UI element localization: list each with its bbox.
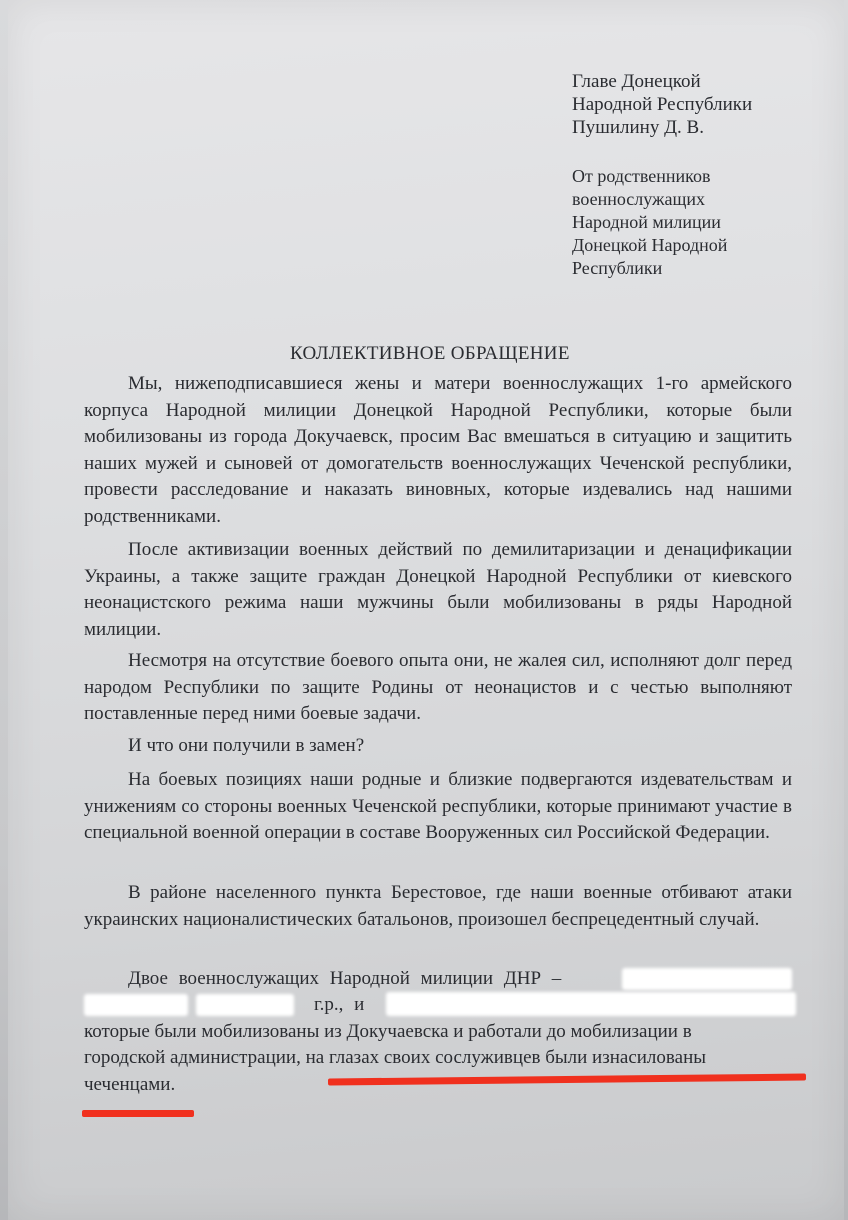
redaction-mark — [196, 994, 294, 1016]
red-underline — [82, 1110, 194, 1117]
sender-line: Республики — [572, 258, 663, 278]
paragraph-mobilization: После активизации военных действий по демилитаризации и денацификации Украины, а также защите граждан Донецкой Народной Республики от киевского неонацистского режима наши мужчины были мобилизованы в ряды Народной милиции. — [84, 539, 792, 640]
paragraph-question: И что они получили в замен? — [128, 735, 365, 756]
addressee-block — [572, 70, 752, 139]
paragraph-service: Несмотря на отсутствие боевого опыта они, не жалея сил, исполняют долг перед народом Республики по защите Родины от неонацистов и с честью выполняют поставленные перед ними боевые задачи. — [84, 650, 792, 724]
paragraph-incident: В районе населенного пункта Берестовое, где наши военные отбивают атаки украинских националистических батальонов, произошел беспрецедентный случай. — [84, 882, 792, 930]
sender-line: военнослужащих — [572, 189, 705, 209]
victims-line-2: г.р., и — [314, 994, 365, 1015]
sender-block — [572, 165, 727, 280]
victims-line-4: городской администрации, на глазах своих сослуживцев были изнасилованы — [84, 1047, 706, 1068]
red-underline — [328, 1073, 806, 1085]
victims-line-5: чеченцами. — [84, 1074, 176, 1095]
sender-line: Народной милиции — [572, 212, 721, 232]
redaction-mark — [622, 968, 792, 990]
redaction-mark — [84, 994, 188, 1016]
document-title: КОЛЛЕКТИВНОЕ ОБРАЩЕНИЕ — [290, 343, 570, 364]
addressee-line: Пушилину Д. В. — [572, 117, 704, 138]
addressee-line: Народной Республики — [572, 94, 753, 115]
redaction-mark — [386, 992, 796, 1016]
sender-line: Донецкой Народной — [572, 235, 728, 255]
sender-line: От родственников — [572, 166, 711, 186]
victims-line-1: Двое военнослужащих Народной милиции ДНР – — [128, 968, 562, 989]
addressee-line: Главе Донецкой — [572, 71, 701, 92]
paragraph-abuse: На боевых позициях наши родные и близкие подвергаются издевательствам и унижениям со стороны военных Чеченской республики, которые принимают участие в специальной военной операции в составе Вооруженных сил Российской Федерации. — [84, 769, 792, 843]
victims-line-3: которые были мобилизованы из Докучаевска и работали до мобилизации в — [84, 1021, 692, 1042]
paragraph-appeal: Мы, нижеподписавшиеся жены и матери военнослужащих 1-го армейского корпуса Народной милиции Донецкой Народной Республики, которые были мобилизованы из города Докучаевск, просим Вас вмешаться в ситуацию и защитить наших мужей и сыновей от домогательств военнослужащих Чеченской республики, провести расследование и наказать виновных, которые издевались над нашими родственниками. — [84, 373, 792, 527]
